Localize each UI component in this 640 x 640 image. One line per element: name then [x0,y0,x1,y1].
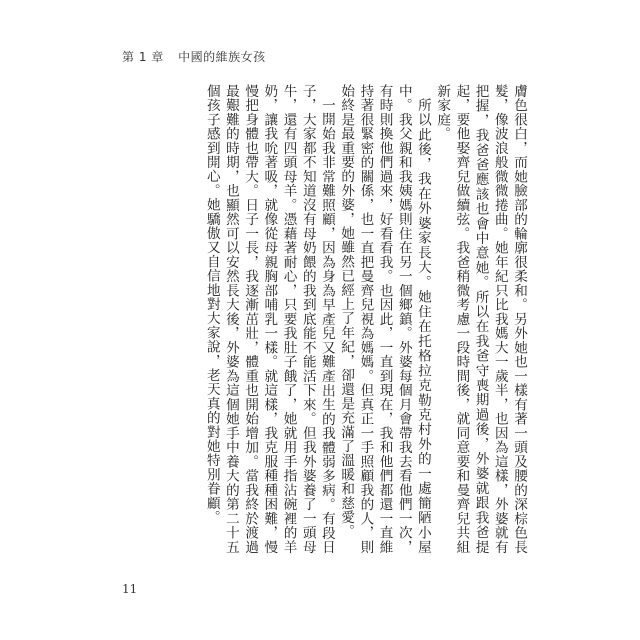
chapter-title: 中國的維族女孩 [178,50,266,64]
paragraph: 所以此後，我在外婆家長大。她住在托格拉克勒克村外的一處簡陋小屋中。我父親和我姨媽則住在另一個鄉鎮。外婆每個月會帶我去看他們一次，有時則換他們過來，好看看我。也因此，一直到現在，我和他們都還一直維持著很緊密的關係，也一直把曼齊兒視為媽媽。但真正一手照顧我的人，則始終是最重要的外婆，她雖然已經上了年紀，卻還是充滿了溫暖和慈愛。 [338,84,431,554]
page-number: 11 [122,582,138,596]
vertical-text-columns [118,84,528,554]
paragraph: 一開始我非常難照顧，因為身為早產兒又難產出生的我體弱多病。有段日子，大家都不知道沒有母奶餵的我到底能不能活下來。但我外婆養了一頭母牛，還有四頭母羊。憑藉著耐心，只要我肚子餓了，她就用手指沾碗裡的羊奶，讓我吮著吸，就像從母親胸部哺乳一樣。就這樣，我克服種種困難，慢慢把身體也帶大。日子一長，我逐漸茁壯，體重也開始增加。當我終於渡過最艱難的時期，也顯然可以安然長大後，外婆為這個她手中養大的第二十五個孩子感到開心。她驕傲又自信地對大家說，老天真的對她特別眷顧。 [203,84,335,554]
paragraph: 膚色很白，而她臉部的輪廓很柔和。另外她也一樣有著一頭及腰的深棕色長髮，像波浪般微微捲曲。她年紀只比我媽大一歲半，也因為這樣，外婆就有把握，我爸爸應該也會中意她。所以在我爸守喪期過後，外婆就跟我爸提起，要他娶齊兒做續弦。我爸稍微考慮一段時間後，就同意要和曼齊兒共組新家庭。 [434,84,527,554]
running-head [122,48,266,65]
chapter-label: 第 1 章 [122,50,164,64]
body-text-block [118,84,528,554]
